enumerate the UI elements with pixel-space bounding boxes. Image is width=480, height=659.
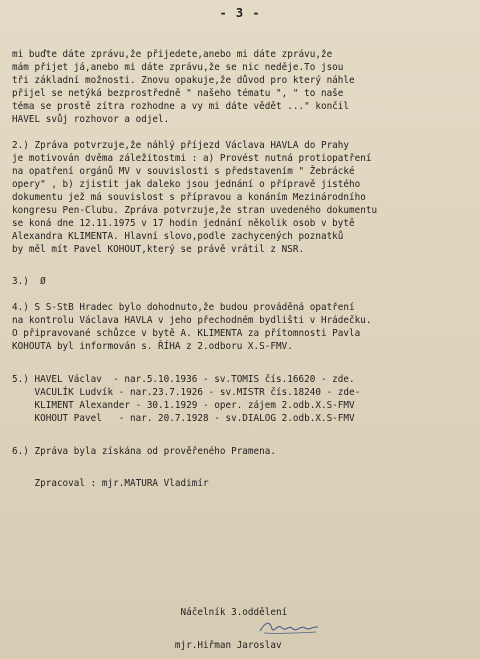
text-line: přijel se netýká bezprostředně " našeho tématu ", " to naše — [12, 88, 344, 99]
text-line: Náčelník 3.oddělení — [12, 607, 288, 618]
text-line: Zpracoval : mjr.MATURA Vladimír — [12, 478, 209, 489]
text-line: téma se prostě zítra rozhodne a vy mi dáte vědět ..." končil — [12, 101, 350, 112]
text-line: 6.) Zpráva byla získána od prověřeného Pramena. — [12, 446, 277, 457]
text-line: je motivován dvěma záležitostmi : a) Provést nutná protiopatření — [12, 153, 372, 164]
text-line: KLIMENT Alexander - 30.1.1929 - oper. zájem 2.odb.X.S-FMV — [12, 400, 355, 411]
text-line: mám přijet já,anebo mi dáte zprávu,že se nic neděje.To jsou — [12, 62, 344, 73]
text-line: VACULÍK Ludvík - nar.23.7.1926 - sv.MISTR čís.18240 - zde- — [12, 387, 361, 398]
text-line: 5.) HAVEL Václav - nar.5.10.1936 - sv.TOMIS čís.16620 - zde. — [12, 374, 355, 385]
text-line: 4.) S S-StB Hradec bylo dohodnuto,že budou prováděná opatření — [12, 302, 355, 313]
text-line: dokumentu jež má souvislost s přípravou a konáním Mezinárodního — [12, 192, 366, 203]
text-line: 3.) Ø — [12, 276, 46, 287]
text-line: opery" , b) zjistit jak daleko jsou jednání o přípravě jistého — [12, 179, 361, 190]
text-line: na kontrolu Václava HAVLA v jeho přechodném bydlišti v Hrádečku. — [12, 315, 372, 326]
text-line: tři základní možnosti. Znovu opakuje,že důvod pro který náhle — [12, 75, 355, 86]
text-line: se koná dne 12.11.1975 v 17 hodin jednání několik osob v bytě — [12, 218, 355, 229]
handwritten-signature — [258, 619, 320, 635]
text-line: Alexandra KLIMENTA. Hlavní slovo,podle zachycených poznatků — [12, 231, 344, 242]
text-line: na opatření orgánů MV v souvislosti s představením " Žebrácké — [12, 166, 355, 177]
text-line: mjr.Hiřman Jaroslav — [12, 640, 282, 651]
text-line: KOHOUTA byl informován s. ŘÍHA z 2.odboru X.S-FMV. — [12, 341, 293, 352]
text-line: O připravované schůzce v bytě A. KLIMENTA za přítomnosti Pavla — [12, 328, 361, 339]
text-line: mi buďte dáte zprávu,že přijedete,anebo mi dáte zprávu,že — [12, 49, 333, 60]
page-number: - 3 - — [219, 6, 261, 20]
text-line: kongresu Pen-Clubu. Zpráva potvrzuje,že stran uvedeného dokumentu — [12, 205, 378, 216]
text-line: 2.) Zpráva potvrzuje,že náhlý příjezd Václava HAVLA do Prahy — [12, 140, 350, 151]
text-line: KOHOUT Pavel - nar. 20.7.1928 - sv.DIALOG 2.odb.X.S-FMV — [12, 413, 355, 424]
text-line: by měl mít Pavel KOHOUT,který se právě vrátil z NSR. — [12, 244, 305, 255]
text-line: HAVEL svůj rozhovor a odjel. — [12, 114, 170, 125]
